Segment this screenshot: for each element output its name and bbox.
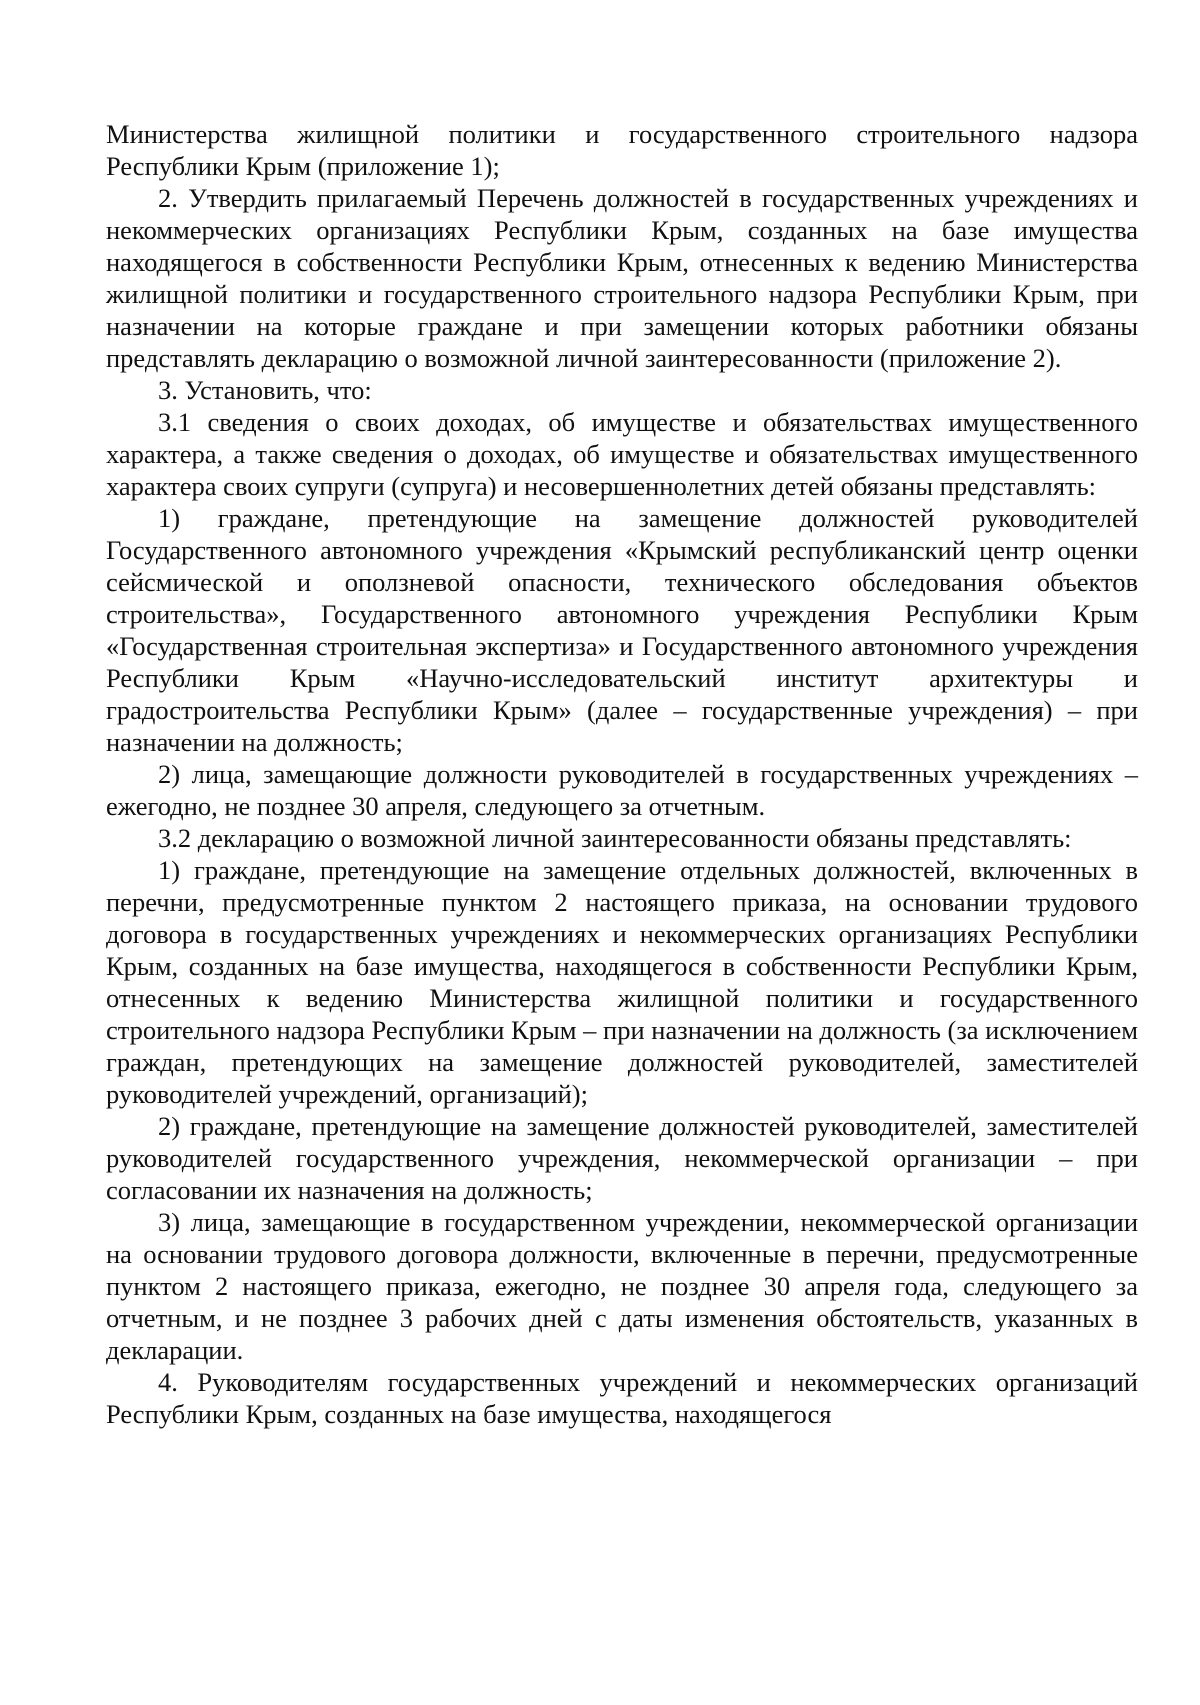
paragraph-item-3-1-1: 1) граждане, претендующие на замещение должностей руководителей Государственного автономного учреждения «Крымский республиканский центр оценки сейсмической и оползневой опасности, технического обследования объектов строительства», Государственного автономного учреждения Республики Крым «Государственная строительная экспертиза» и Государственного автономного учреждения Республики Крым «Научно-исследовательский институт архитектуры и градостроительства Республики Крым» (далее – государственные учреждения) – при назначении на должность; <box>106 503 1138 757</box>
paragraph-continuation: Министерства жилищной политики и государственного строительного надзора Республики Крым (приложение 1); <box>106 119 1138 181</box>
paragraph-item-3-1-2: 2) лица, замещающие должности руководителей в государственных учреждениях – ежегодно, не позднее 30 апреля, следующего за отчетным. <box>106 759 1138 821</box>
paragraph-item-3: 3. Установить, что: <box>158 375 372 405</box>
document-body <box>106 118 1138 1430</box>
paragraph-item-3-2-3: 3) лица, замещающие в государственном учреждении, некоммерческой организации на основании трудового договора должности, включенные в перечни, предусмотренные пунктом 2 настоящего приказа, ежегодно, не позднее 30 апреля года, следующего за отчетным, и не позднее 3 рабочих дней с даты изменения обстоятельств, указанных в декларации. <box>106 1207 1138 1365</box>
paragraph-item-3-2-1: 1) граждане, претендующие на замещение отдельных должностей, включенных в перечни, предусмотренные пунктом 2 настоящего приказа, на основании трудового договора в государственных учреждениях и некоммерческих организациях Республики Крым, созданных на базе имущества, находящегося в собственности Республики Крым, отнесенных к ведению Министерства жилищной политики и государственного строительного надзора Республики Крым – при назначении на должность (за исключением граждан, претендующих на замещение должностей руководителей, заместителей руководителей учреждений, организаций); <box>106 855 1138 1109</box>
paragraph-item-3-2-2: 2) граждане, претендующие на замещение должностей руководителей, заместителей руководителей государственного учреждения, некоммерческой организации – при согласовании их назначения на должность; <box>106 1111 1138 1205</box>
paragraph-item-2: 2. Утвердить прилагаемый Перечень должностей в государственных учреждениях и некоммерческих организациях Республики Крым, созданных на базе имущества находящегося в собственности Республики Крым, отнесенных к ведению Министерства жилищной политики и государственного строительного надзора Республики Крым, при назначении на которые граждане и при замещении которых работники обязаны представлять декларацию о возможной личной заинтересованности (приложение 2). <box>106 183 1138 373</box>
paragraph-item-3-2: 3.2 декларацию о возможной личной заинтересованности обязаны представлять: <box>158 823 1072 853</box>
paragraph-item-4: 4. Руководителям государственных учреждений и некоммерческих организаций Республики Крым, созданных на базе имущества, находящегося <box>106 1367 1138 1429</box>
paragraph-item-3-1: 3.1 сведения о своих доходах, об имуществе и обязательствах имущественного характера, а также сведения о доходах, об имуществе и обязательствах имущественного характера своих супруги (супруга) и несовершеннолетних детей обязаны представлять: <box>106 407 1138 501</box>
